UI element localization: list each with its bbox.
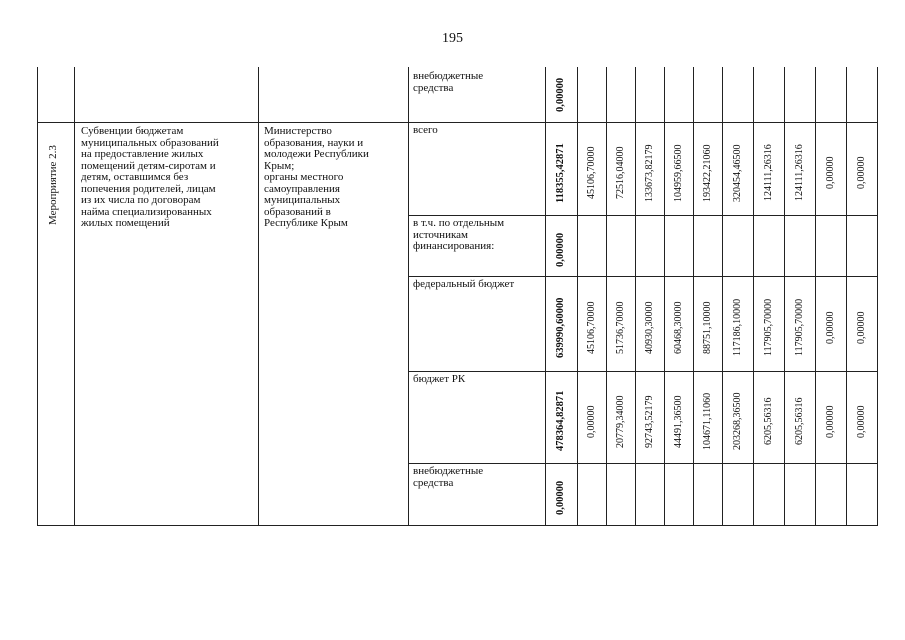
- year-value: 0,00000: [855, 156, 867, 189]
- row-total: 639990,60000: [555, 297, 566, 358]
- total-top: 0,00000: [555, 77, 566, 112]
- year-value: 20779,34000: [614, 395, 626, 448]
- year-value: 72516,04000: [614, 146, 626, 199]
- year-value: 104671,11060: [701, 392, 713, 450]
- row-total: 0,00000: [555, 232, 566, 267]
- row-total: 118355,42871: [555, 142, 566, 203]
- year-value: 0,00000: [824, 156, 836, 189]
- source-label: внебюджетные средства: [413, 465, 484, 489]
- year-value: 124111,26316: [793, 144, 805, 201]
- year-value: 92743,52179: [643, 395, 655, 448]
- year-value: 45106,70000: [585, 301, 597, 354]
- year-value: 117905,70000: [762, 298, 774, 356]
- year-value: 203268,36500: [731, 392, 743, 450]
- year-value: 88751,10000: [701, 301, 713, 354]
- year-value: 6205,56316: [793, 397, 805, 445]
- year-value: 44491,36500: [672, 395, 684, 448]
- source-label: в т.ч. по отдельным источникам финансирования:: [413, 217, 505, 252]
- year-value: 124111,26316: [762, 144, 774, 201]
- year-value: 45106,70000: [585, 146, 597, 199]
- year-value: 104959,66500: [672, 144, 684, 202]
- year-value: 193422,21060: [701, 144, 713, 202]
- measure-code: Мероприятие 2.3: [47, 145, 59, 225]
- year-value: 0,00000: [855, 405, 867, 438]
- year-value: 51736,70000: [614, 301, 626, 354]
- measure-executor: Министерство образования, науки и молодежи Республики Крым; органы местного самоуправления муниципальных образований в Республике Крым: [264, 125, 369, 229]
- year-value: 0,00000: [824, 311, 836, 344]
- source-label-top: внебюджетные средства: [413, 70, 484, 94]
- financing-table: [37, 67, 878, 526]
- page-number: 195: [442, 31, 463, 46]
- year-value: 0,00000: [855, 311, 867, 344]
- source-label: федеральный бюджет: [413, 278, 515, 290]
- year-value: 60468,30000: [672, 301, 684, 354]
- measure-name: Субвенции бюджетам муниципальных образований на предоставление жилых помещений детям-сиротам и детям, оставшимся без попечения родителей, лицам из их числа по договорам найма специализированных жилых помещений: [81, 125, 219, 229]
- year-value: 0,00000: [824, 405, 836, 438]
- year-value: 133673,82179: [643, 144, 655, 202]
- year-value: 0,00000: [585, 405, 597, 438]
- row-total: 0,00000: [555, 480, 566, 515]
- year-value: 40930,30000: [643, 301, 655, 354]
- row-total: 478364,82871: [555, 390, 566, 451]
- year-value: 320454,46500: [731, 144, 743, 202]
- source-label: всего: [413, 124, 438, 136]
- year-value: 117186,10000: [731, 298, 743, 356]
- year-value: 117905,70000: [793, 298, 805, 356]
- year-value: 6205,56316: [762, 397, 774, 445]
- source-label: бюджет РК: [413, 373, 466, 385]
